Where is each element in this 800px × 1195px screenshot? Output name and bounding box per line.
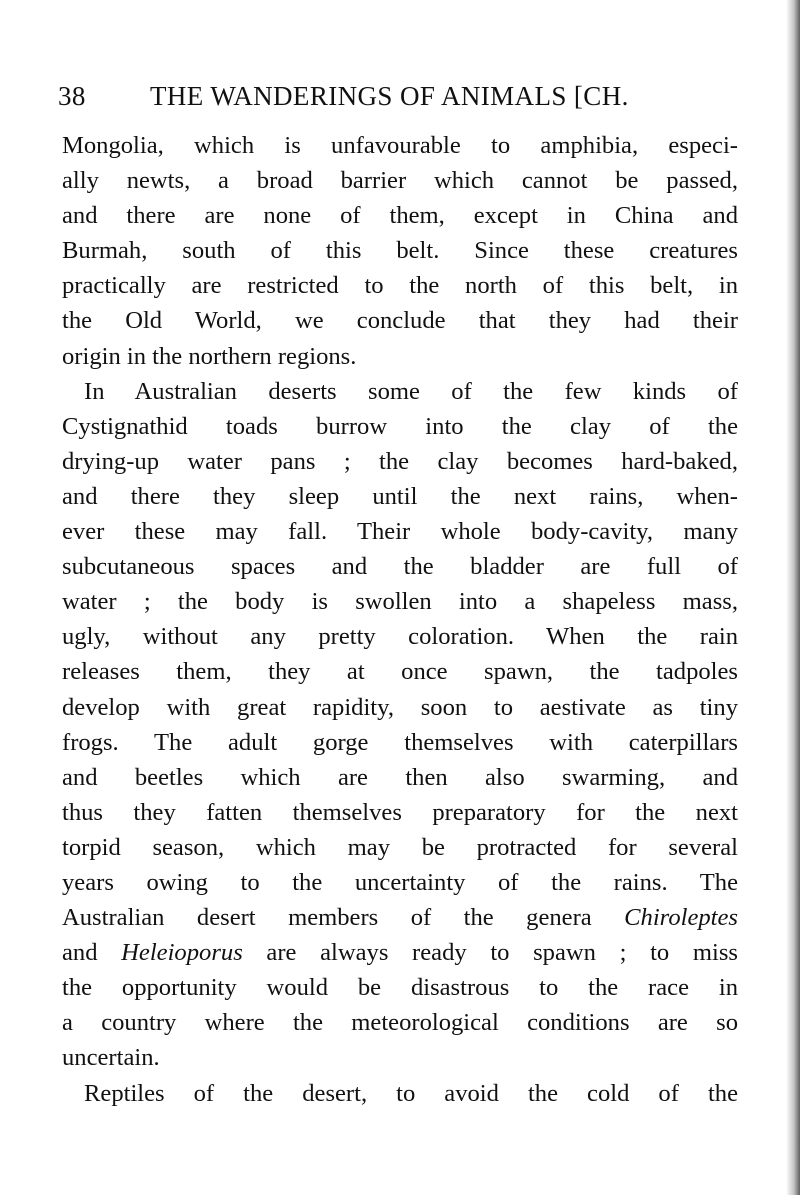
page-edge-shadow — [786, 0, 800, 1195]
text-line: thus they fatten themselves preparatory for the next — [62, 798, 738, 826]
text-fragment: Australian desert members of the genera — [62, 904, 625, 932]
running-title: THE WANDERINGS OF ANIMALS [CH. — [150, 81, 629, 111]
text-line: origin in the northern regions. — [62, 342, 357, 370]
text-line: In Australian deserts some of the few kinds of — [84, 377, 738, 405]
text-line: and there are none of them, except in China and — [62, 202, 738, 230]
page-number: 38 — [58, 81, 86, 111]
genus-name-chiroleptes: Chiroleptes — [624, 904, 738, 932]
text-fragment: are always ready to spawn ; to miss — [242, 939, 738, 967]
text-line — [62, 900, 738, 935]
text-line: and there they sleep until the next rains, when- — [62, 482, 738, 510]
running-head — [58, 76, 738, 116]
text-line: ever these may fall. Their whole body-cavity, many — [62, 518, 738, 546]
text-line: and beetles which are then also swarming, and — [62, 763, 738, 791]
text-line: a country where the meteorological conditions are so — [62, 1009, 738, 1037]
text-line: Cystignathid toads burrow into the clay of the — [62, 412, 738, 440]
text-line: the Old World, we conclude that they had their — [62, 307, 738, 335]
text-line: subcutaneous spaces and the bladder are full of — [62, 553, 738, 581]
body-text — [62, 128, 738, 1111]
text-line: torpid season, which may be protracted for several — [62, 833, 738, 861]
text-line: uncertain. — [62, 1044, 160, 1072]
genus-name-heleioporus: Heleioporus — [121, 939, 243, 967]
text-line: ugly, without any pretty coloration. When the rain — [62, 623, 738, 651]
text-line — [62, 935, 738, 970]
text-fragment: and — [62, 939, 122, 967]
text-line: Burmah, south of this belt. Since these creatures — [62, 237, 738, 265]
text-line: practically are restricted to the north of this belt, in — [62, 272, 738, 300]
text-line: Reptiles of the desert, to avoid the cold of the — [84, 1079, 738, 1107]
text-line: releases them, they at once spawn, the tadpoles — [62, 658, 738, 686]
text-line: develop with great rapidity, soon to aestivate as tiny — [62, 693, 738, 721]
text-line: Mongolia, which is unfavourable to amphibia, especi- — [62, 132, 738, 159]
text-line: frogs. The adult gorge themselves with caterpillars — [62, 728, 738, 756]
text-line: drying-up water pans ; the clay becomes hard-baked, — [62, 447, 738, 475]
text-line: water ; the body is swollen into a shapeless mass, — [62, 588, 738, 616]
text-line: years owing to the uncertainty of the rains. The — [62, 868, 738, 896]
text-line: the opportunity would be disastrous to the race in — [62, 974, 738, 1002]
text-line: ally newts, a broad barrier which cannot be passed, — [62, 167, 738, 195]
